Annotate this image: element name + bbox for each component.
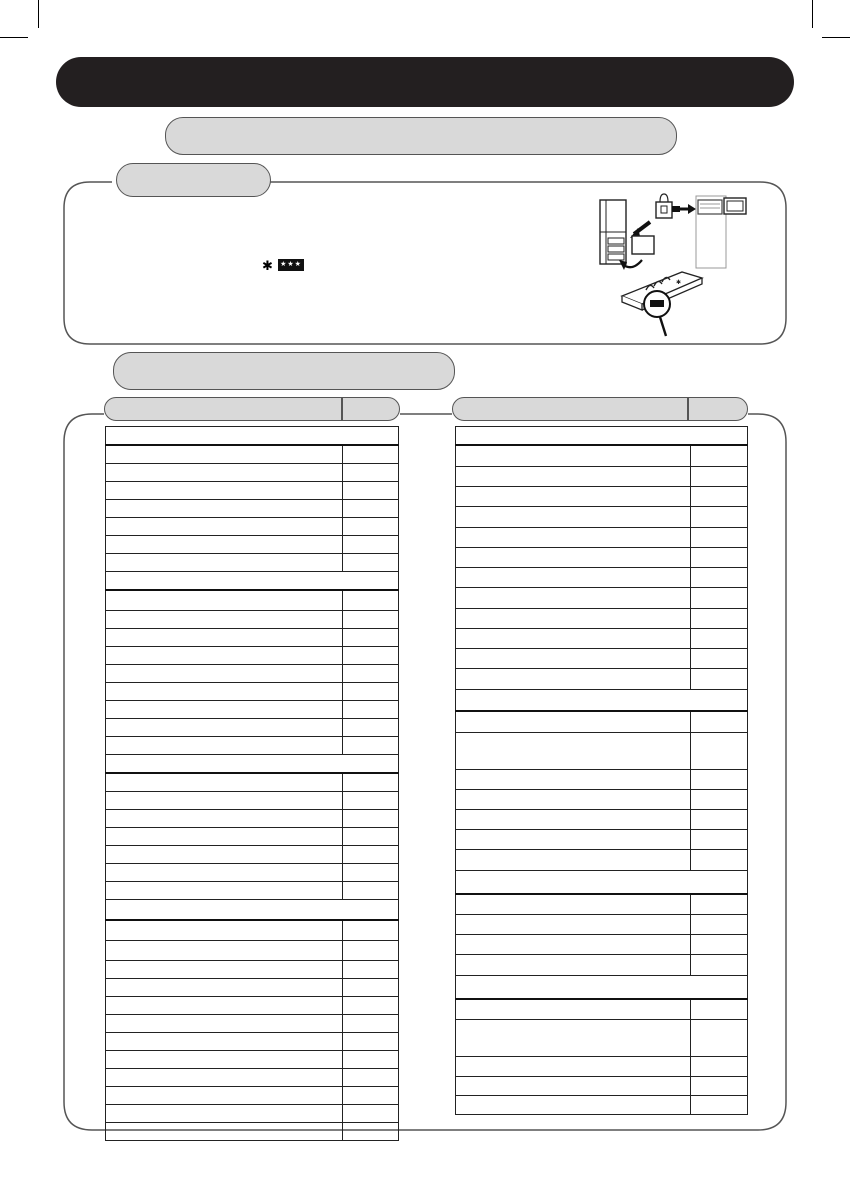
row-label-cell bbox=[106, 665, 343, 683]
row-value-cell bbox=[343, 961, 399, 979]
row-value-cell bbox=[691, 810, 748, 830]
row-label-cell bbox=[456, 955, 691, 976]
table-row bbox=[456, 810, 748, 830]
table-row bbox=[456, 790, 748, 810]
table-row bbox=[106, 500, 399, 518]
row-value-cell bbox=[691, 711, 748, 733]
row-label-cell bbox=[456, 588, 691, 609]
row-label-cell bbox=[106, 846, 343, 864]
row-value-cell bbox=[691, 629, 748, 649]
table-row bbox=[106, 611, 399, 629]
table-row bbox=[456, 629, 748, 649]
row-value-cell bbox=[343, 920, 399, 941]
row-value-cell bbox=[343, 445, 399, 464]
table-row bbox=[456, 1096, 748, 1115]
table-row bbox=[106, 846, 399, 864]
table-row bbox=[456, 850, 748, 871]
table-row bbox=[456, 770, 748, 790]
table-row bbox=[106, 792, 399, 810]
row-label-cell bbox=[456, 790, 691, 810]
row-value-cell bbox=[691, 507, 748, 528]
row-value-cell bbox=[691, 649, 748, 669]
row-value-cell bbox=[343, 590, 399, 611]
table-row bbox=[456, 894, 748, 915]
row-value-cell bbox=[343, 536, 399, 554]
row-value-cell bbox=[343, 500, 399, 518]
row-label-cell bbox=[106, 1033, 343, 1051]
row-value-cell bbox=[691, 850, 748, 871]
row-value-cell bbox=[691, 467, 748, 487]
section-label-cell bbox=[106, 427, 399, 446]
row-label-cell bbox=[106, 719, 343, 737]
table-row bbox=[456, 649, 748, 669]
row-label-cell bbox=[106, 445, 343, 464]
section-label-cell bbox=[456, 690, 748, 712]
section-label-cell bbox=[456, 427, 748, 446]
table-row bbox=[456, 507, 748, 528]
row-label-cell bbox=[106, 554, 343, 572]
row-label-cell bbox=[106, 500, 343, 518]
table-row bbox=[106, 1033, 399, 1051]
table-row bbox=[456, 445, 748, 467]
svg-text:✱: ✱ bbox=[676, 279, 682, 286]
row-value-cell bbox=[343, 647, 399, 665]
row-label-cell bbox=[106, 920, 343, 941]
row-label-cell bbox=[106, 941, 343, 961]
row-value-cell bbox=[691, 1077, 748, 1096]
table-row bbox=[106, 810, 399, 828]
table-row bbox=[456, 548, 748, 568]
row-label-cell bbox=[456, 915, 691, 935]
row-label-cell bbox=[106, 536, 343, 554]
row-label-cell bbox=[456, 850, 691, 871]
table-row bbox=[456, 568, 748, 588]
row-value-cell bbox=[343, 773, 399, 792]
row-value-cell bbox=[343, 482, 399, 500]
row-label-cell bbox=[456, 507, 691, 528]
table-row bbox=[106, 590, 399, 611]
table-section-row bbox=[106, 755, 399, 774]
section-label-cell bbox=[106, 900, 399, 921]
row-value-cell bbox=[691, 955, 748, 976]
table-row bbox=[456, 711, 748, 733]
row-label-cell bbox=[106, 737, 343, 755]
row-label-cell bbox=[456, 894, 691, 915]
table-section-row bbox=[456, 976, 748, 1000]
table-section-row bbox=[456, 427, 748, 446]
row-value-cell bbox=[343, 518, 399, 536]
row-label-cell bbox=[456, 548, 691, 568]
row-label-cell bbox=[106, 810, 343, 828]
table-row bbox=[456, 935, 748, 955]
row-value-cell bbox=[343, 1015, 399, 1033]
row-value-cell bbox=[691, 445, 748, 467]
row-label-cell bbox=[106, 1087, 343, 1105]
table-row bbox=[106, 518, 399, 536]
table-row bbox=[106, 997, 399, 1015]
row-value-cell bbox=[343, 464, 399, 482]
row-value-cell bbox=[343, 997, 399, 1015]
left-table bbox=[105, 426, 399, 1141]
row-label-cell bbox=[456, 669, 691, 690]
table-row bbox=[106, 941, 399, 961]
table-row bbox=[106, 464, 399, 482]
table-row bbox=[106, 737, 399, 755]
row-label-cell bbox=[456, 830, 691, 850]
table-row bbox=[106, 773, 399, 792]
section-label-cell bbox=[106, 572, 399, 591]
row-label-cell bbox=[106, 864, 343, 882]
table-row bbox=[106, 482, 399, 500]
row-label-cell bbox=[106, 1069, 343, 1087]
table-section-row bbox=[456, 690, 748, 712]
row-label-cell bbox=[456, 770, 691, 790]
row-label-cell bbox=[106, 701, 343, 719]
row-label-cell bbox=[106, 1015, 343, 1033]
row-value-cell bbox=[691, 487, 748, 507]
row-value-cell bbox=[343, 1051, 399, 1069]
section-label-cell bbox=[106, 755, 399, 774]
table-row bbox=[106, 536, 399, 554]
row-label-cell bbox=[456, 1020, 691, 1057]
table-row bbox=[456, 1057, 748, 1077]
row-label-cell bbox=[106, 961, 343, 979]
table-row bbox=[456, 1020, 748, 1057]
row-label-cell bbox=[456, 445, 691, 467]
row-label-cell bbox=[106, 629, 343, 647]
table-row bbox=[456, 955, 748, 976]
row-value-cell bbox=[691, 568, 748, 588]
row-label-cell bbox=[106, 611, 343, 629]
row-value-cell bbox=[343, 611, 399, 629]
row-label-cell bbox=[456, 528, 691, 548]
table-row bbox=[456, 467, 748, 487]
table-section-row bbox=[106, 900, 399, 921]
row-value-cell bbox=[691, 915, 748, 935]
row-label-cell bbox=[456, 711, 691, 733]
row-label-cell bbox=[456, 649, 691, 669]
row-label-cell bbox=[456, 935, 691, 955]
section-label-cell bbox=[456, 871, 748, 895]
row-label-cell bbox=[456, 568, 691, 588]
row-value-cell bbox=[691, 770, 748, 790]
row-value-cell bbox=[343, 941, 399, 961]
table-section-row bbox=[106, 427, 399, 446]
row-label-cell bbox=[456, 999, 691, 1020]
table-row bbox=[106, 1087, 399, 1105]
row-label-cell bbox=[106, 828, 343, 846]
table-row bbox=[106, 961, 399, 979]
table-row bbox=[106, 828, 399, 846]
table-row bbox=[106, 1069, 399, 1087]
row-label-cell bbox=[106, 590, 343, 611]
table-row bbox=[456, 669, 748, 690]
row-value-cell bbox=[691, 669, 748, 690]
table-row bbox=[456, 830, 748, 850]
row-value-cell bbox=[691, 790, 748, 810]
row-value-cell bbox=[343, 1123, 399, 1141]
table-row bbox=[106, 1123, 399, 1141]
row-value-cell bbox=[343, 1033, 399, 1051]
table-section-row bbox=[456, 871, 748, 895]
star-rating-badge: ★★★ bbox=[278, 259, 304, 271]
row-value-cell bbox=[691, 588, 748, 609]
table-row bbox=[456, 528, 748, 548]
table-row bbox=[456, 487, 748, 507]
row-value-cell bbox=[691, 999, 748, 1020]
row-label-cell bbox=[106, 647, 343, 665]
row-value-cell bbox=[343, 1105, 399, 1123]
left-column-header bbox=[104, 397, 400, 421]
row-value-cell bbox=[343, 828, 399, 846]
row-value-cell bbox=[343, 683, 399, 701]
row-label-cell bbox=[106, 1051, 343, 1069]
table-row bbox=[106, 554, 399, 572]
table-row bbox=[456, 733, 748, 770]
row-value-cell bbox=[691, 1020, 748, 1057]
table-row bbox=[106, 1105, 399, 1123]
row-label-cell bbox=[106, 882, 343, 900]
row-value-cell bbox=[343, 846, 399, 864]
table-row bbox=[106, 647, 399, 665]
table-row bbox=[456, 609, 748, 629]
row-value-cell bbox=[343, 864, 399, 882]
row-value-cell bbox=[691, 830, 748, 850]
row-label-cell bbox=[456, 733, 691, 770]
table-row bbox=[456, 999, 748, 1020]
row-value-cell bbox=[343, 979, 399, 997]
row-value-cell bbox=[691, 609, 748, 629]
row-value-cell bbox=[691, 935, 748, 955]
table-row bbox=[106, 665, 399, 683]
row-label-cell bbox=[106, 482, 343, 500]
row-label-cell bbox=[456, 1077, 691, 1096]
row-label-cell bbox=[106, 518, 343, 536]
row-value-cell bbox=[343, 1087, 399, 1105]
row-label-cell bbox=[456, 1057, 691, 1077]
freezer-symbol-icon: ✱ bbox=[262, 258, 273, 273]
row-value-cell bbox=[343, 882, 399, 900]
row-label-cell bbox=[106, 979, 343, 997]
right-table bbox=[455, 426, 748, 1115]
table-row bbox=[106, 1015, 399, 1033]
row-label-cell bbox=[456, 810, 691, 830]
row-label-cell bbox=[106, 464, 343, 482]
table-row bbox=[106, 882, 399, 900]
row-label-cell bbox=[456, 1096, 691, 1115]
row-label-cell bbox=[106, 773, 343, 792]
table-row bbox=[456, 588, 748, 609]
table-row bbox=[456, 1077, 748, 1096]
table-section-row bbox=[106, 572, 399, 591]
row-value-cell bbox=[343, 629, 399, 647]
row-label-cell bbox=[456, 467, 691, 487]
row-value-cell bbox=[343, 737, 399, 755]
row-label-cell bbox=[456, 487, 691, 507]
row-value-cell bbox=[343, 810, 399, 828]
row-value-cell bbox=[343, 719, 399, 737]
row-value-cell bbox=[691, 528, 748, 548]
row-label-cell bbox=[456, 609, 691, 629]
row-label-cell bbox=[106, 683, 343, 701]
row-value-cell bbox=[343, 701, 399, 719]
row-value-cell bbox=[343, 1069, 399, 1087]
section-label-cell bbox=[456, 976, 748, 1000]
row-value-cell bbox=[343, 792, 399, 810]
table-row bbox=[106, 864, 399, 882]
row-value-cell bbox=[343, 665, 399, 683]
row-label-cell bbox=[106, 1123, 343, 1141]
table-row bbox=[106, 629, 399, 647]
row-value-cell bbox=[691, 548, 748, 568]
row-value-cell bbox=[691, 733, 748, 770]
row-value-cell bbox=[691, 1096, 748, 1115]
row-value-cell bbox=[343, 554, 399, 572]
row-label-cell bbox=[456, 629, 691, 649]
row-value-cell bbox=[691, 894, 748, 915]
table-row bbox=[106, 920, 399, 941]
table-row bbox=[106, 719, 399, 737]
table-row bbox=[106, 701, 399, 719]
table-row bbox=[106, 445, 399, 464]
row-label-cell bbox=[106, 792, 343, 810]
right-column-header bbox=[452, 397, 748, 421]
table-row bbox=[106, 979, 399, 997]
table-row bbox=[106, 1051, 399, 1069]
table-row bbox=[456, 915, 748, 935]
row-value-cell bbox=[691, 1057, 748, 1077]
row-label-cell bbox=[106, 1105, 343, 1123]
row-label-cell bbox=[106, 997, 343, 1015]
table-row bbox=[106, 683, 399, 701]
